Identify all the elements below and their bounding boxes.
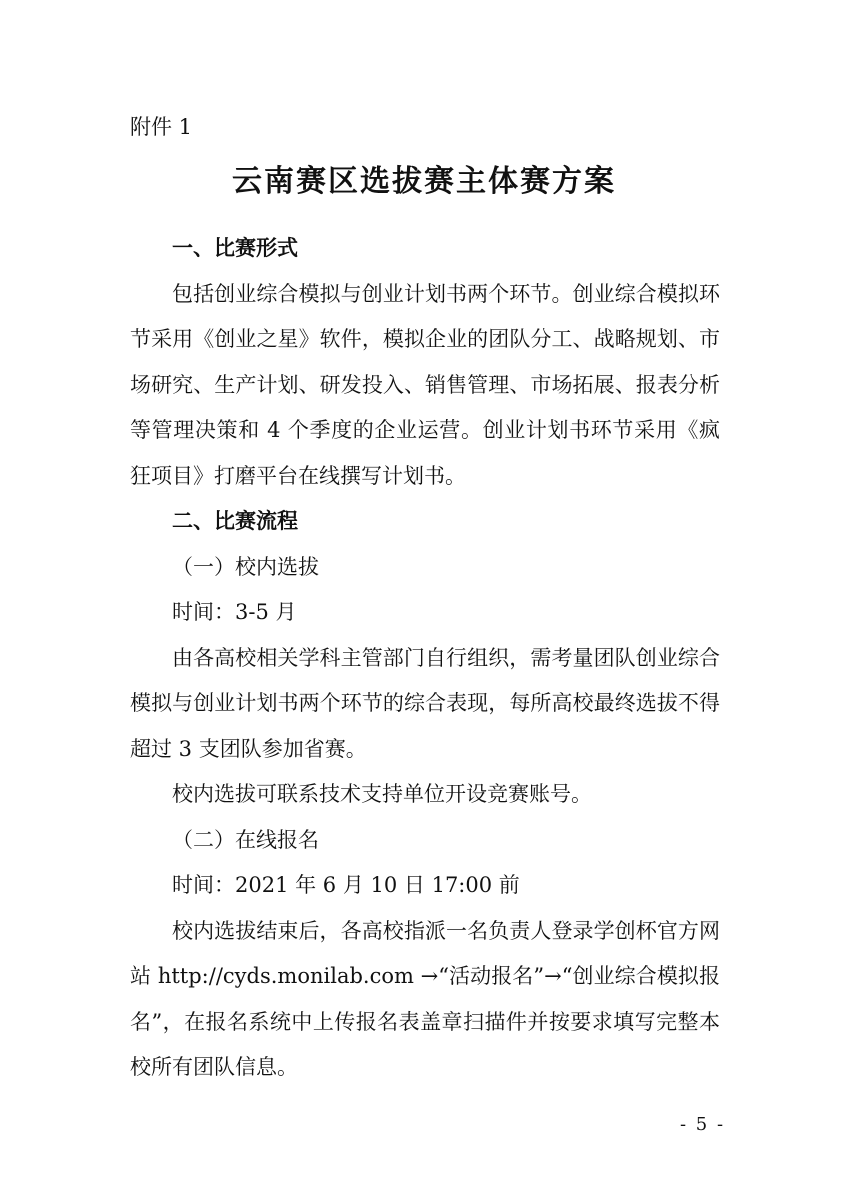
page-number: - 5 - bbox=[680, 1114, 726, 1135]
section-heading-format: 一、比赛形式 bbox=[172, 236, 298, 260]
campus-selection-time: 时间：3-5 月 bbox=[172, 600, 297, 624]
document-body bbox=[130, 226, 720, 1091]
paragraph-registration: 校内选拔结束后，各高校指派一名负责人登录学创杯官方网站 http://cyds.monilab.com →“活动报名”→“创业综合模拟报名”，在报名系统中上传报名表盖章扫描件并按要求填写完整本校所有团队信息。 bbox=[130, 918, 720, 1079]
subheading-online-registration: （二）在线报名 bbox=[172, 827, 319, 852]
paragraph-format-description: 包括创业综合模拟与创业计划书两个环节。创业综合模拟环节采用《创业之星》软件，模拟企业的团队分工、战略规划、市场研究、生产计划、研发投入、销售管理、市场拓展、报表分析等管理决策和 4 个季度的企业运营。创业计划书环节采用《疯狂项目》打磨平台在线撰写计划书。 bbox=[130, 281, 720, 488]
subheading-campus-selection: （一）校内选拔 bbox=[172, 554, 319, 579]
section-heading-process: 二、比赛流程 bbox=[172, 509, 298, 533]
registration-time: 时间：2021 年 6 月 10 日 17:00 前 bbox=[172, 873, 520, 897]
attachment-label: 附件 1 bbox=[130, 115, 193, 139]
document-title: 云南赛区选拔赛主体赛方案 bbox=[232, 164, 616, 199]
paragraph-account-setup: 校内选拔可联系技术支持单位开设竞赛账号。 bbox=[172, 782, 592, 806]
paragraph-campus-selection: 由各高校相关学科主管部门自行组织，需考量团队创业综合模拟与创业计划书两个环节的综合表现，每所高校最终选拔不得超过 3 支团队参加省赛。 bbox=[130, 645, 720, 761]
